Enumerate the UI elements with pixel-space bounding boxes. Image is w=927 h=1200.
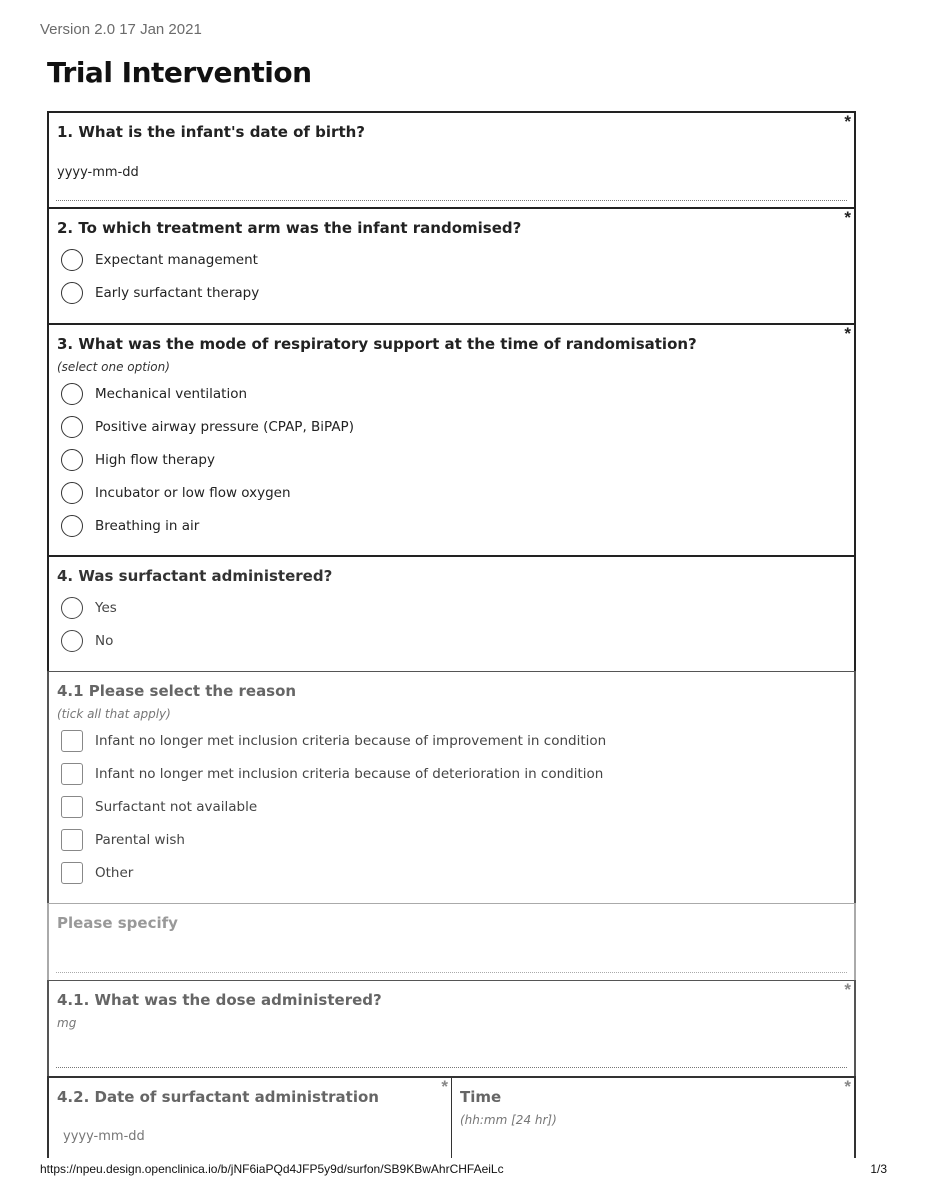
page-number: 1/3 — [870, 1162, 887, 1176]
option-other[interactable] — [61, 861, 133, 885]
administration-date-input[interactable]: yyyy-mm-dd — [63, 1129, 145, 1144]
checkbox[interactable] — [61, 730, 83, 752]
option-improvement[interactable] — [61, 729, 606, 753]
required-marker: * — [844, 1077, 851, 1096]
radio-button[interactable] — [61, 597, 83, 619]
question-label: 4.2. Date of surfactant administration — [57, 1088, 379, 1106]
version-line: Version 2.0 17 Jan 2021 — [40, 21, 202, 38]
question-label: 4. Was surfactant administered? — [57, 567, 333, 585]
administration-date-cell — [49, 1078, 452, 1158]
question-treatment-arm — [47, 207, 856, 323]
question-hint: (tick all that apply) — [57, 707, 171, 721]
option-label: Infant no longer met inclusion criteria because of improvement in condition — [95, 733, 607, 749]
option-label: Yes — [95, 600, 117, 616]
question-surfactant-administered — [47, 555, 856, 671]
option-label: Mechanical ventilation — [95, 386, 248, 402]
form-body — [47, 111, 856, 1158]
required-marker: * — [844, 112, 851, 131]
option-yes[interactable] — [61, 596, 117, 620]
unit-hint: mg — [57, 1016, 77, 1030]
option-label: Surfactant not available — [95, 799, 258, 815]
option-parental-wish[interactable] — [61, 828, 185, 852]
specify-input[interactable] — [56, 972, 847, 973]
date-of-birth-input[interactable]: yyyy-mm-dd — [57, 165, 139, 180]
question-label: Please specify — [57, 914, 178, 932]
question-administration-date-time — [47, 1076, 856, 1158]
radio-button[interactable] — [61, 416, 83, 438]
option-label: Parental wish — [95, 832, 185, 848]
question-hint: (select one option) — [57, 360, 170, 374]
question-dose — [47, 980, 856, 1076]
question-label: 4.1. What was the dose administered? — [57, 991, 382, 1009]
option-high-flow-therapy[interactable] — [61, 448, 215, 472]
question-label: 1. What is the infant's date of birth? — [57, 123, 365, 141]
option-label: Early surfactant therapy — [95, 285, 260, 301]
option-label: Other — [95, 865, 134, 881]
radio-button[interactable] — [61, 449, 83, 471]
option-mechanical-ventilation[interactable] — [61, 382, 247, 406]
checkbox[interactable] — [61, 796, 83, 818]
question-label: 4.1 Please select the reason — [57, 682, 297, 700]
checkbox[interactable] — [61, 862, 83, 884]
question-label: 3. What was the mode of respiratory support at the time of randomisation? — [57, 335, 697, 353]
radio-button[interactable] — [61, 630, 83, 652]
option-positive-airway-pressure[interactable] — [61, 415, 354, 439]
footer-url: https://npeu.design.openclinica.io/b/jNF6iaPQd4JFP5y9d/surfon/SB9KBwAhrCHFAeiLc — [40, 1162, 504, 1176]
question-date-of-birth — [47, 111, 856, 207]
time-hint: (hh:mm [24 hr]) — [460, 1113, 557, 1127]
option-surfactant-not-available[interactable] — [61, 795, 257, 819]
question-respiratory-support — [47, 323, 856, 555]
checkbox[interactable] — [61, 829, 83, 851]
option-incubator-low-flow[interactable] — [61, 481, 291, 505]
option-label: Expectant management — [95, 252, 258, 268]
administration-time-cell — [452, 1078, 854, 1158]
time-label: Time — [460, 1088, 502, 1106]
option-label: Incubator or low flow oxygen — [95, 485, 291, 501]
option-breathing-in-air[interactable] — [61, 514, 199, 538]
option-no[interactable] — [61, 629, 113, 653]
question-reason — [47, 671, 856, 903]
option-label: Positive airway pressure (CPAP, BiPAP) — [95, 419, 354, 435]
option-label: Infant no longer met inclusion criteria because of deterioration in condition — [95, 766, 604, 782]
question-please-specify — [47, 903, 856, 980]
required-marker: * — [844, 980, 851, 999]
option-label: High flow therapy — [95, 452, 215, 468]
radio-button[interactable] — [61, 482, 83, 504]
option-expectant-management[interactable] — [61, 248, 258, 272]
required-marker: * — [441, 1077, 448, 1096]
dose-input[interactable] — [56, 1067, 847, 1068]
radio-button[interactable] — [61, 249, 83, 271]
radio-button[interactable] — [61, 383, 83, 405]
option-deterioration[interactable] — [61, 762, 603, 786]
input-underline — [56, 200, 847, 201]
required-marker: * — [844, 208, 851, 227]
required-marker: * — [844, 324, 851, 343]
question-label: 2. To which treatment arm was the infant randomised? — [57, 219, 522, 237]
option-label: No — [95, 633, 114, 649]
radio-button[interactable] — [61, 515, 83, 537]
radio-button[interactable] — [61, 282, 83, 304]
option-early-surfactant-therapy[interactable] — [61, 281, 259, 305]
page-title: Trial Intervention — [47, 56, 312, 89]
option-label: Breathing in air — [95, 518, 200, 534]
checkbox[interactable] — [61, 763, 83, 785]
